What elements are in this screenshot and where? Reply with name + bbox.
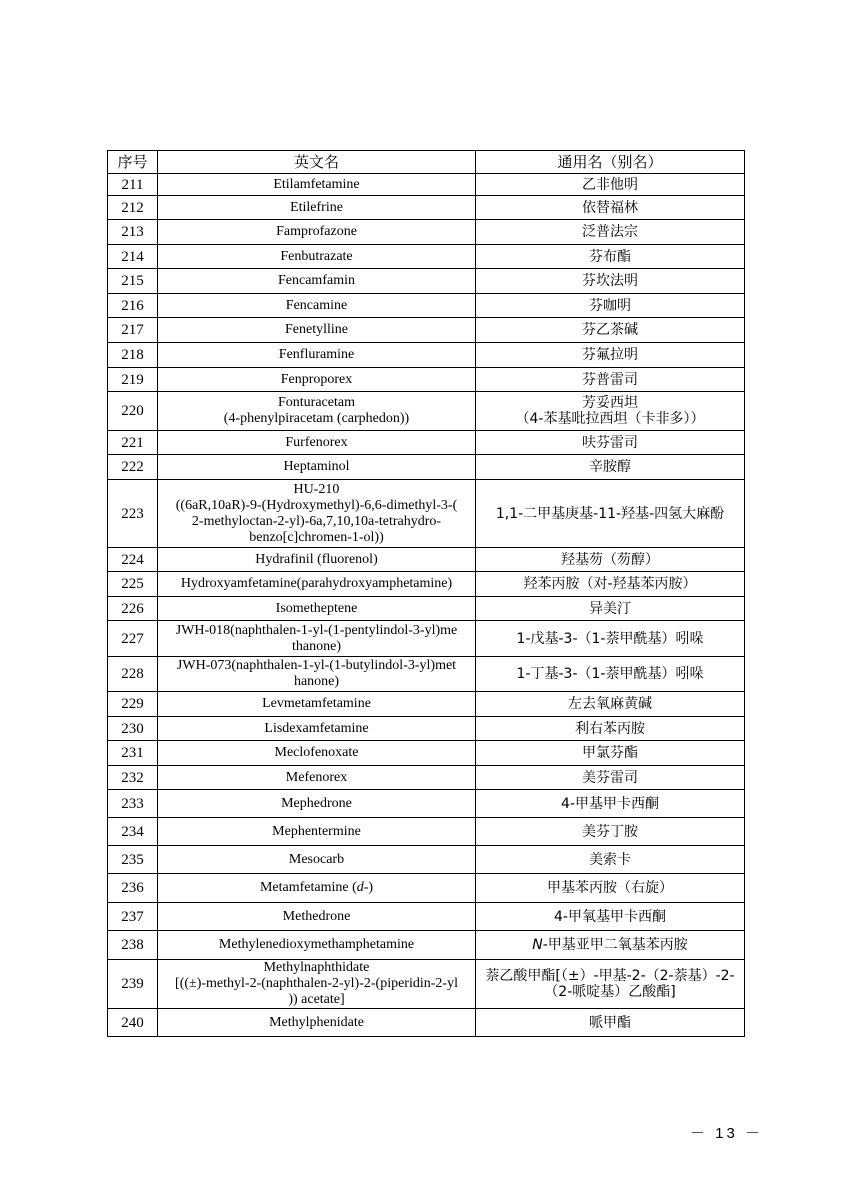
row-number: 220 (108, 392, 158, 431)
english-name-cell (158, 692, 476, 717)
english-name-line: Meclofenoxate (274, 745, 359, 760)
col-header-number: 序号 (108, 151, 158, 174)
common-name-line: 依替福林 (582, 199, 638, 216)
row-number: 217 (108, 318, 158, 343)
english-name-line: Hydrafinil (fluorenol) (255, 551, 378, 567)
english-name-cell (158, 790, 476, 818)
common-name-cell (476, 717, 745, 741)
common-name-line: 4-甲基甲卡西酮 (561, 795, 659, 812)
english-name-cell (158, 220, 476, 245)
english-name-cell (158, 174, 476, 196)
common-name-cell (476, 741, 745, 766)
table-row (108, 196, 745, 220)
english-name-cell (158, 931, 476, 960)
english-name-cell (158, 431, 476, 455)
table-row (108, 245, 745, 269)
common-name-line: 羟基芴（芴醇） (561, 551, 659, 568)
english-name-line: Methylphenidate (269, 1014, 364, 1030)
table-row (108, 818, 745, 846)
common-name-line: 羟苯丙胺（对-羟基苯丙胺） (523, 576, 697, 592)
common-name-cell (476, 343, 745, 368)
english-name-line: Methylnaphthidate (263, 960, 370, 975)
english-name-cell (158, 818, 476, 846)
table-row (108, 960, 745, 1009)
common-name-cell (476, 455, 745, 480)
english-name-cell (158, 245, 476, 269)
row-number: 234 (108, 818, 158, 846)
row-number: 219 (108, 368, 158, 392)
common-name-line: N-甲基亚甲二氧基苯丙胺 (532, 937, 688, 953)
row-number: 225 (108, 572, 158, 597)
english-name-line: thanone) (292, 638, 341, 654)
substance-table (107, 150, 745, 1037)
english-name-cell (158, 960, 476, 1009)
common-name-cell (476, 548, 745, 572)
row-number: 229 (108, 692, 158, 717)
english-name-line: JWH-073(naphthalen-1-yl-(1-butylindol-3-yl)met (176, 658, 457, 673)
common-name-line: 芳妥西坦 (582, 395, 638, 411)
common-name-line: 美芬丁胺 (582, 823, 638, 840)
row-number: 227 (108, 621, 158, 657)
english-name-line: JWH-018(naphthalen-1-yl-(1-pentylindol-3-yl)me (175, 622, 458, 638)
english-name-cell (158, 657, 476, 692)
english-name-line: benzo[c]chromen-1-ol)) (249, 529, 384, 545)
row-number: 239 (108, 960, 158, 1009)
english-name-line: Fencamine (285, 297, 348, 313)
row-number: 212 (108, 196, 158, 220)
common-name-line: 1-丁基-3-（1-萘甲酰基）吲哚 (516, 666, 704, 682)
english-name-cell (158, 269, 476, 294)
common-name-line: 美索卡 (589, 851, 631, 868)
table-row (108, 903, 745, 931)
common-name-line: 甲氯芬酯 (582, 745, 638, 761)
common-name-line: 芬咖明 (589, 297, 631, 314)
english-name-line: Fenetylline (285, 322, 348, 337)
english-name-cell (158, 1009, 476, 1037)
english-name-line: 2-methyloctan-2-yl)-6a,7,10,10a-tetrahydro- (191, 513, 442, 529)
common-name-cell (476, 960, 745, 1009)
english-name-cell (158, 294, 476, 318)
table-row (108, 741, 745, 766)
page-number: － 13 － (690, 1125, 764, 1142)
english-name-line: hanone) (293, 674, 340, 689)
common-name-line: 利右苯丙胺 (575, 720, 645, 737)
table-row (108, 548, 745, 572)
common-name-cell (476, 294, 745, 318)
common-name-cell (476, 431, 745, 455)
english-name-line: ((6aR,10aR)-9-(Hydroxymethyl)-6,6-dimethyl-3-( (175, 497, 458, 513)
english-name-line: Etilefrine (290, 199, 343, 215)
english-name-line: Mesocarb (288, 851, 345, 867)
english-name-line: HU-210 (293, 481, 340, 497)
common-name-cell (476, 692, 745, 717)
english-name-line: Mephedrone (281, 795, 352, 811)
table-row (108, 621, 745, 657)
english-name-line: Mefenorex (285, 769, 348, 785)
table-row (108, 343, 745, 368)
row-number: 223 (108, 480, 158, 548)
row-number: 221 (108, 431, 158, 455)
common-name-line: 芬氟拉明 (582, 347, 638, 363)
common-name-cell (476, 318, 745, 343)
table-body (108, 174, 745, 1037)
table-row (108, 572, 745, 597)
table-row (108, 431, 745, 455)
row-number: 214 (108, 245, 158, 269)
common-name-cell (476, 931, 745, 960)
table-row (108, 790, 745, 818)
common-name-cell (476, 846, 745, 874)
english-name-cell (158, 903, 476, 931)
english-name-line: )) acetate] (288, 992, 345, 1007)
col-header-common-name: 通用名（别名） (476, 151, 745, 174)
common-name-cell (476, 174, 745, 196)
common-name-cell (476, 368, 745, 392)
table-row (108, 931, 745, 960)
table-row (108, 766, 745, 790)
row-number: 238 (108, 931, 158, 960)
common-name-line: （2-哌啶基）乙酸酯] (544, 984, 676, 1000)
table-row (108, 174, 745, 196)
common-name-cell (476, 818, 745, 846)
common-name-line: 芬布酯 (589, 248, 631, 265)
row-number: 213 (108, 220, 158, 245)
english-name-cell (158, 392, 476, 431)
english-name-line: Fenbutrazate (280, 248, 353, 264)
english-name-cell (158, 455, 476, 480)
english-name-line: Fenfluramine (278, 347, 355, 362)
english-name-line: Metamfetamine (d-) (259, 880, 374, 895)
english-name-cell (158, 717, 476, 741)
english-name-cell (158, 766, 476, 790)
english-name-line: Fonturacetam (278, 395, 355, 410)
row-number: 215 (108, 269, 158, 294)
english-name-cell (158, 874, 476, 903)
common-name-cell (476, 245, 745, 269)
row-number: 228 (108, 657, 158, 692)
english-name-cell (158, 572, 476, 597)
row-number: 236 (108, 874, 158, 903)
english-name-line: Isometheptene (275, 600, 358, 616)
common-name-line: 乙非他明 (582, 176, 638, 193)
row-number: 237 (108, 903, 158, 931)
row-number: 226 (108, 597, 158, 621)
english-name-line: Methylenedioxymethamphetamine (218, 937, 415, 952)
english-name-cell (158, 480, 476, 548)
common-name-line: 异美汀 (589, 600, 631, 617)
english-name-line: Heptaminol (283, 459, 350, 474)
common-name-cell (476, 220, 745, 245)
common-name-cell (476, 766, 745, 790)
table-row (108, 874, 745, 903)
common-name-line: 芬坎法明 (582, 273, 638, 289)
english-name-cell (158, 196, 476, 220)
table-row (108, 480, 745, 548)
common-name-line: 左去氧麻黄碱 (568, 696, 652, 712)
english-name-line: [((±)-methyl-2-(naphthalen-2-yl)-2-(piperidin-2-yl (175, 976, 458, 991)
common-name-cell (476, 657, 745, 692)
common-name-cell (476, 621, 745, 657)
english-name-cell (158, 597, 476, 621)
row-number: 230 (108, 717, 158, 741)
common-name-line: 4-甲氧基甲卡西酮 (554, 908, 666, 925)
row-number: 240 (108, 1009, 158, 1037)
common-name-line: 呋芬雷司 (582, 434, 638, 451)
english-name-line: Hydroxyamfetamine(parahydroxyamphetamine) (180, 576, 453, 591)
common-name-line: 芬普雷司 (582, 371, 638, 388)
common-name-cell (476, 597, 745, 621)
row-number: 216 (108, 294, 158, 318)
common-name-cell (476, 903, 745, 931)
common-name-cell (476, 480, 745, 548)
common-name-line: 辛胺醇 (589, 459, 631, 475)
common-name-line: 甲基苯丙胺（右旋） (547, 880, 673, 896)
english-name-cell (158, 318, 476, 343)
table-row (108, 692, 745, 717)
english-name-cell (158, 368, 476, 392)
common-name-line: 泛普法宗 (582, 224, 638, 240)
table-row (108, 318, 745, 343)
english-name-cell (158, 548, 476, 572)
english-name-line: Fenproporex (280, 371, 353, 387)
english-name-line: Mephentermine (272, 823, 361, 839)
common-name-cell (476, 196, 745, 220)
english-name-line: Furfenorex (285, 434, 348, 450)
common-name-line: （4-苯基吡拉西坦（卡非多）） (515, 411, 705, 427)
common-name-cell (476, 790, 745, 818)
row-number: 218 (108, 343, 158, 368)
english-name-cell (158, 343, 476, 368)
common-name-cell (476, 392, 745, 431)
english-name-line: Fencamfamin (278, 273, 355, 288)
table-row (108, 368, 745, 392)
table-row (108, 392, 745, 431)
table-row (108, 455, 745, 480)
common-name-line: 萘乙酸甲酯[（±）-甲基-2-（2-萘基）-2- (485, 968, 735, 984)
english-name-line: (4-phenylpiracetam (carphedon)) (223, 411, 410, 426)
table-header-row (108, 151, 745, 174)
english-name-cell (158, 621, 476, 657)
common-name-line: 美芬雷司 (582, 769, 638, 786)
table-row (108, 269, 745, 294)
english-name-line: Levmetamfetamine (262, 696, 371, 711)
table-row (108, 597, 745, 621)
english-name-line: Lisdexamfetamine (264, 720, 369, 736)
row-number: 222 (108, 455, 158, 480)
row-number: 211 (108, 174, 158, 196)
common-name-line: 哌甲酯 (589, 1014, 631, 1031)
col-header-english-name: 英文名 (158, 151, 476, 174)
table-row (108, 1009, 745, 1037)
common-name-cell (476, 874, 745, 903)
table-row (108, 717, 745, 741)
row-number: 233 (108, 790, 158, 818)
english-name-cell (158, 741, 476, 766)
common-name-cell (476, 1009, 745, 1037)
table-row (108, 294, 745, 318)
row-number: 235 (108, 846, 158, 874)
row-number: 224 (108, 548, 158, 572)
english-name-line: Famprofazone (276, 224, 357, 239)
common-name-line: 芬乙茶碱 (582, 322, 638, 338)
english-name-cell (158, 846, 476, 874)
table-row (108, 220, 745, 245)
common-name-cell (476, 572, 745, 597)
table-row (108, 846, 745, 874)
english-name-line: Etilamfetamine (273, 176, 360, 192)
row-number: 231 (108, 741, 158, 766)
row-number: 232 (108, 766, 158, 790)
english-name-line: Methedrone (282, 908, 351, 924)
common-name-line: 1-戊基-3-（1-萘甲酰基）吲哚 (516, 630, 704, 647)
common-name-line: 1,1-二甲基庚基-11-羟基-四氢大麻酚 (495, 505, 725, 522)
common-name-cell (476, 269, 745, 294)
table-row (108, 657, 745, 692)
